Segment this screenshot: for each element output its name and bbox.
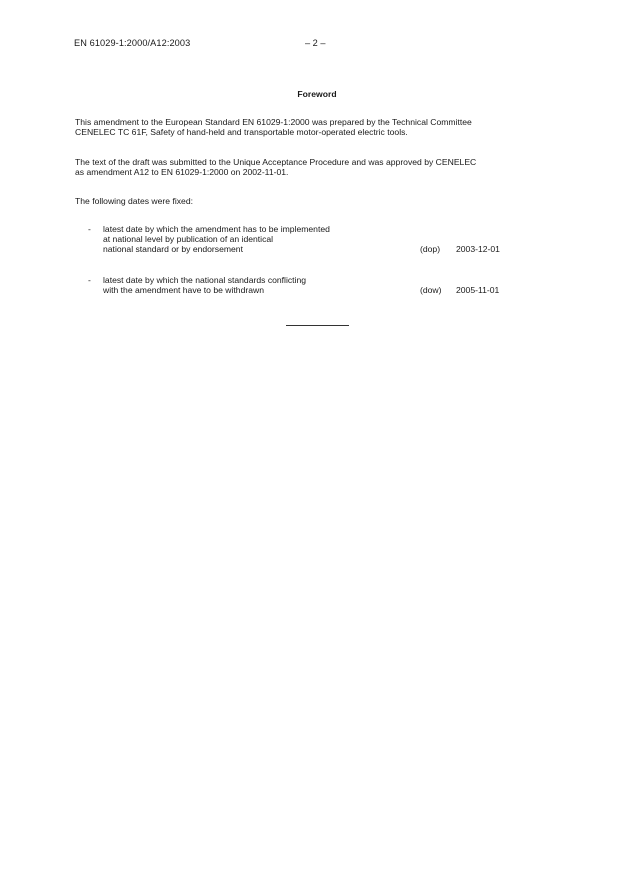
date-item-description [103, 224, 403, 255]
foreword-paragraph-dates-intro: The following dates were fixed: [75, 196, 193, 206]
document-identifier: EN 61029-1:2000/A12:2003 [74, 38, 191, 48]
date-value: 2003-12-01 [456, 244, 500, 255]
description-line: at national level by publication of an identical [103, 234, 274, 245]
date-value: 2005-11-01 [456, 285, 500, 296]
section-end-rule [286, 325, 349, 326]
page-number: – 2 – [305, 38, 326, 48]
date-abbreviation: (dow) [420, 285, 442, 296]
date-item-description [103, 275, 403, 295]
paragraph-line: The text of the draft was submitted to the Unique Acceptance Procedure and was approved by CENELEC [75, 157, 477, 167]
foreword-paragraph-approval [75, 157, 561, 177]
description-line: with the amendment have to be withdrawn [103, 285, 264, 296]
description-line: latest date by which the national standards conflicting [103, 275, 307, 285]
foreword-paragraph-preparation [75, 117, 561, 137]
paragraph-line: as amendment A12 to EN 61029-1:2000 on 2002-11-01. [75, 167, 289, 178]
description-line: latest date by which the amendment has to be implemented [103, 224, 330, 234]
list-dash: - [88, 224, 91, 234]
date-abbreviation: (dop) [420, 244, 441, 255]
list-dash: - [88, 275, 91, 285]
foreword-title: Foreword [297, 89, 337, 99]
description-line: national standard or by endorsement [103, 244, 243, 255]
paragraph-line: This amendment to the European Standard EN 61029-1:2000 was prepared by the Technical Committee [75, 117, 472, 127]
paragraph-line: CENELEC TC 61F, Safety of hand-held and transportable motor-operated electric tools. [75, 127, 408, 138]
